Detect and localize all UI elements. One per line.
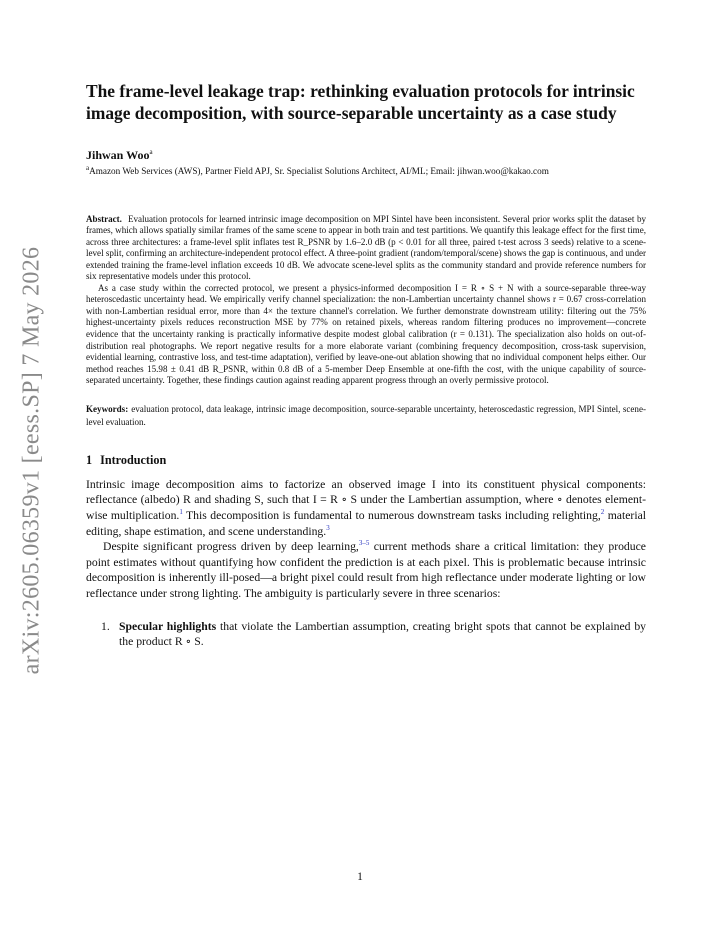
affiliation-marker: a (86, 164, 90, 172)
list-item-lead: Specular highlights (119, 619, 217, 633)
introduction-body (86, 477, 646, 602)
arxiv-side-stamp (14, 246, 50, 674)
intro-p1-text-a: Intrinsic image decomposition aims to factorize an observed image I into its constituent physical components: reflectance (albedo) R and shading S, such that I = R ∘ S under the Lambertian assumption, where ∘ denotes element-wise multiplication. (86, 477, 646, 522)
author-name: Jihwan Woo (86, 148, 150, 162)
abstract (86, 214, 646, 387)
affiliation-text: Amazon Web Services (AWS), Partner Field APJ, Sr. Specialist Solutions Architect, AI/ML; Email: jihwan.woo@kakao.com (89, 166, 549, 177)
intro-p1-text-c: material editing, shape estimation, and scene understanding. (86, 508, 646, 538)
keywords-label: Keywords: (86, 403, 129, 414)
paper-page (86, 80, 646, 650)
citation-link[interactable]: 2 (600, 508, 605, 517)
keywords (86, 403, 646, 429)
paper-title: The frame-level leakage trap: rethinking evaluation protocols for intrinsic image decomposition, with source-separable uncertainty as a case study (86, 81, 635, 123)
section-heading-introduction (86, 453, 646, 468)
section-title: Introduction (100, 452, 167, 467)
list-item-text: that violate the Lambertian assumption, creating bright spots that cannot be explained by the product R ∘ S. (119, 619, 647, 649)
abstract-label: Abstract. (86, 213, 122, 224)
intro-paragraph-2 (86, 539, 646, 601)
citation-link[interactable]: 1 (179, 508, 183, 517)
intro-p2-text-b: current methods share a critical limitation: they produce point estimates without quantifying how confident the prediction is at each pixel. This is problematic because intrinsic decomposition is inherently ill-posed—a bright pixel could result from high reflectance under moderate lighting or low reflectance under strong lighting. The ambiguity is particularly severe in three scenarios: (86, 540, 646, 600)
intro-paragraph-1 (86, 477, 646, 539)
keywords-text: evaluation protocol, data leakage, intrinsic image decomposition, source-separable uncertainty, heteroscedastic regression, MPI Sintel, scene-level evaluation. (86, 403, 646, 427)
author-block (86, 145, 646, 162)
scenario-list (86, 619, 646, 650)
intro-p2-text-a: Despite significant progress driven by deep learning, (103, 540, 359, 554)
list-item (86, 619, 646, 650)
abstract-text-1: Evaluation protocols for learned intrinsic image decomposition on MPI Sintel have been inconsistent. Several prior works split the dataset by frames, which allows spatially similar frames of the same scene to appear in both train and test partitions. We quantify this leakage effect for the first time, across three architectures: a frame-level split inflates test R_PSNR by 1.6–2.0 dB (p < 0.01 for all three, paired t-test across 3 seeds) relative to a scene-level split, confirming an architecture-independent protocol effect. A three-point gradient (random/temporal/scene) shows the gap is continuous, and under extended training the frame-level inflation exceeds 10 dB. We advocate scene-level splits as the community standard and provide reference numbers for six representative models under this protocol. (86, 213, 646, 282)
intro-p1-text-b: This decomposition is fundamental to numerous downstream tasks including relighting, (182, 508, 601, 522)
citation-link[interactable]: 3–5 (358, 539, 370, 548)
author-affiliation (86, 163, 566, 178)
list-marker: 1. (101, 619, 110, 633)
author-marker: a (149, 148, 153, 156)
citation-link[interactable]: 3 (326, 523, 330, 532)
abstract-paragraph-2: As a case study within the corrected protocol, we present a physics-informed decomposition I = R ∘ S + N with a source-separable three-way heteroscedastic uncertainty head. We empirically verify channel specialization: the non-Lambertian uncertainty channel shows r = 0.67 cross-correlation with non-Lambertian residual error, more than 4× the texture channel's correlation. We further demonstrate downstream utility: filtering out the 75% highest-uncertainty pixels reduces reconstruction MSE by 77% on retained pixels, whereas random filtering produces no improvement—concrete evidence that the uncertainty ranking is practically informative despite modest global calibration (r = 0.131). The specialization also holds on out-of-distribution real photographs. We report negative results for a more elaborate variant (combining frequency decomposition, cross-task supervision, evidential learning, contrastive loss, and test-time adaptation), verified by leave-one-out ablation showing that no individual component helps either. Our method reaches 15.98 ± 0.41 dB R_PSNR, within 0.8 dB of a 5-member Deep Ensemble at one-fifth the cost, with the unique capability of source-separated uncertainty. Together, these findings caution against reading apparent progress through an overly permissive protocol. (86, 282, 646, 386)
arxiv-identifier: arXiv:2605.06359v1 [eess.SP] 7 May 2026 (18, 246, 45, 674)
page-number: 1 (357, 871, 363, 883)
section-number: 1 (86, 452, 93, 467)
abstract-paragraph-1 (86, 214, 646, 283)
